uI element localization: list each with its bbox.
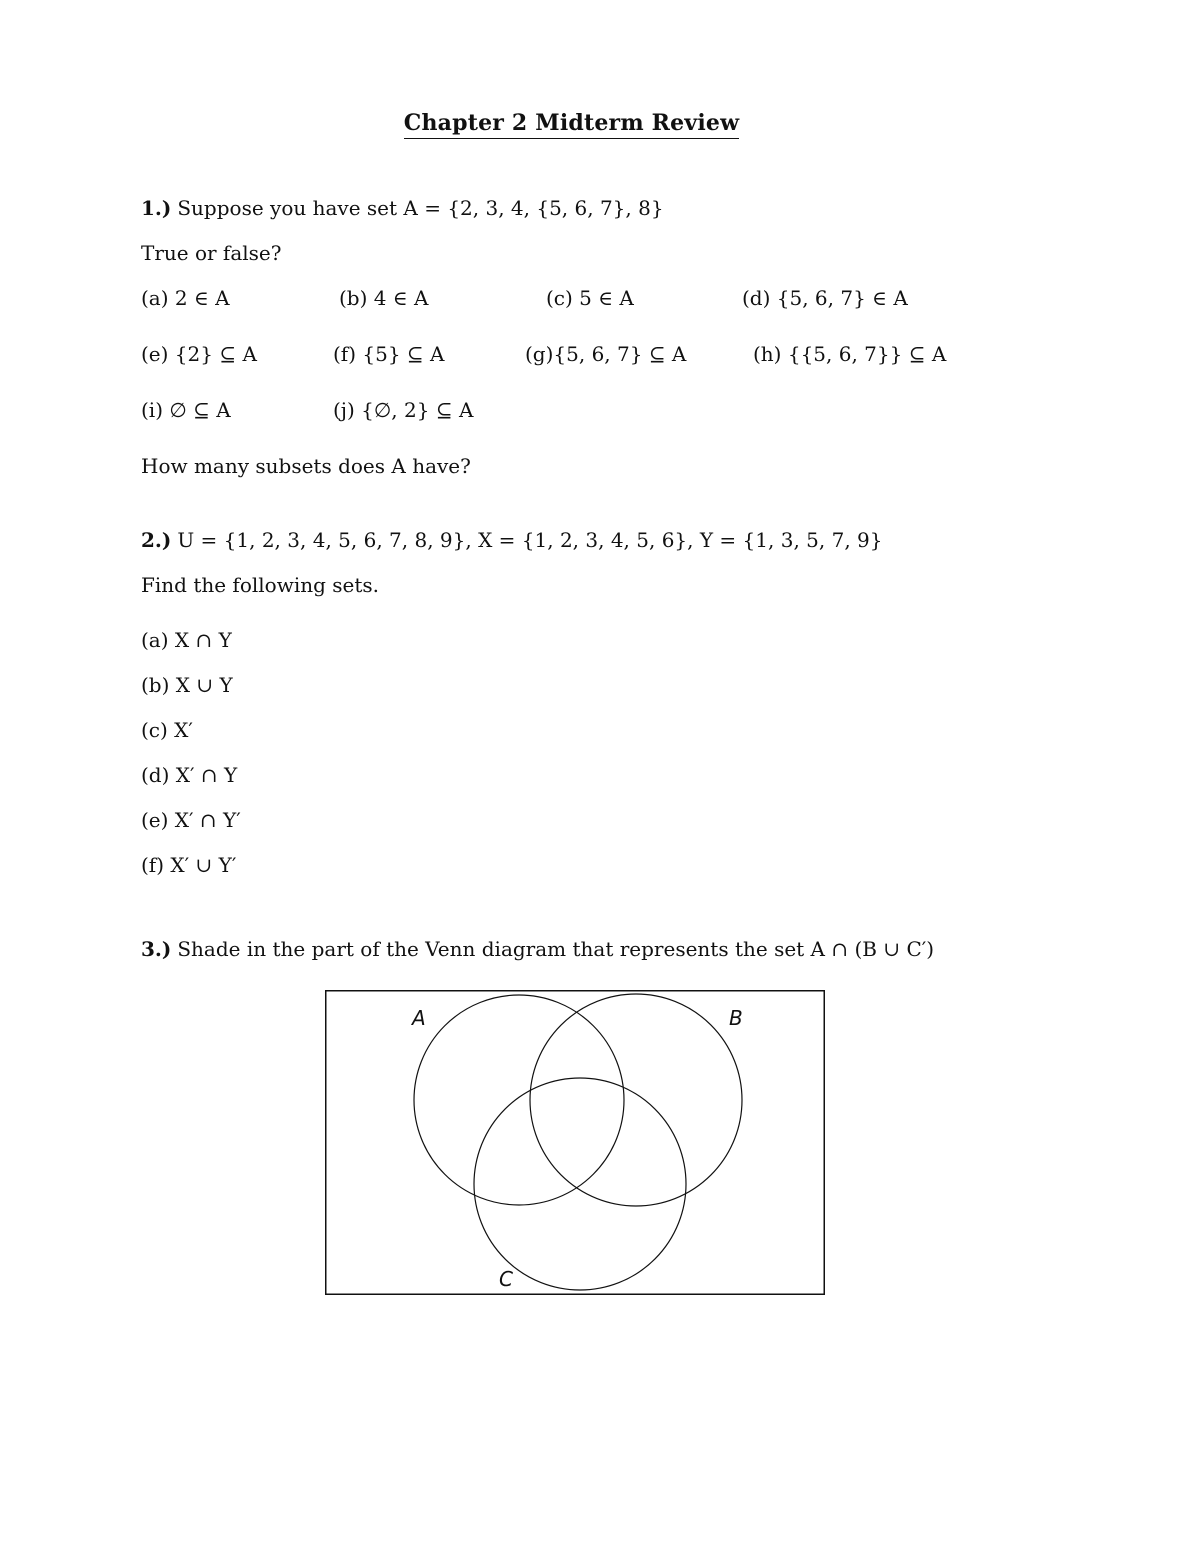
q2-instruction: Find the following sets.: [141, 573, 380, 597]
q3-number: 3.): [141, 937, 172, 961]
q1-item-f: (f) {5} ⊆ A: [333, 342, 445, 366]
q2-number: 2.): [141, 528, 172, 552]
q2-prompt: U = {1, 2, 3, 4, 5, 6, 7, 8, 9}, X = {1, 2, 3, 4, 5, 6}, Y = {1, 3, 5, 7, 9}: [177, 528, 883, 552]
q1-item-a: (a) 2 ∈ A: [141, 286, 230, 310]
q1-item-e: (e) {2} ⊆ A: [141, 342, 257, 366]
set-c-circle[interactable]: [474, 1078, 686, 1290]
set-b-label: B: [729, 1006, 743, 1030]
q1-number: 1.): [141, 196, 172, 220]
universal-set-rectangle: [326, 991, 825, 1295]
q2-item-a: (a) X ∩ Y: [141, 628, 232, 652]
q1-instruction: True or false?: [141, 241, 282, 265]
venn-diagram[interactable]: [325, 990, 825, 1295]
q2-item-f: (f) X′ ∪ Y′: [141, 853, 237, 877]
q1-item-d: (d) {5, 6, 7} ∈ A: [742, 286, 908, 310]
set-a-label: A: [412, 1006, 426, 1030]
q1-item-c: (c) 5 ∈ A: [546, 286, 634, 310]
q1-header: [141, 196, 664, 220]
q1-item-b: (b) 4 ∈ A: [339, 286, 429, 310]
q2-item-b: (b) X ∪ Y: [141, 673, 233, 697]
q2-item-e: (e) X′ ∩ Y′: [141, 808, 241, 832]
q1-item-j: (j) {∅, 2} ⊆ A: [333, 398, 474, 422]
q2-item-c: (c) X′: [141, 718, 193, 742]
q1-followup: How many subsets does A have?: [141, 454, 471, 478]
set-c-label: C: [499, 1267, 513, 1291]
q1-item-h: (h) {{5, 6, 7}} ⊆ A: [753, 342, 947, 366]
q1-item-g: (g){5, 6, 7} ⊆ A: [525, 342, 687, 366]
set-b-circle[interactable]: [530, 994, 742, 1206]
q1-prompt: Suppose you have set A = {2, 3, 4, {5, 6, 7}, 8}: [177, 196, 664, 220]
q2-item-d: (d) X′ ∩ Y: [141, 763, 238, 787]
venn-diagram-svg[interactable]: [325, 990, 825, 1295]
q3-header: [141, 937, 934, 961]
q2-header: [141, 528, 882, 552]
q3-prompt: Shade in the part of the Venn diagram that represents the set A ∩ (B ∪ C′): [177, 937, 935, 961]
page-title: [0, 110, 1143, 136]
q1-item-i: (i) ∅ ⊆ A: [141, 398, 231, 422]
set-a-circle[interactable]: [414, 995, 624, 1205]
page-title-text: Chapter 2 Midterm Review: [404, 110, 739, 139]
